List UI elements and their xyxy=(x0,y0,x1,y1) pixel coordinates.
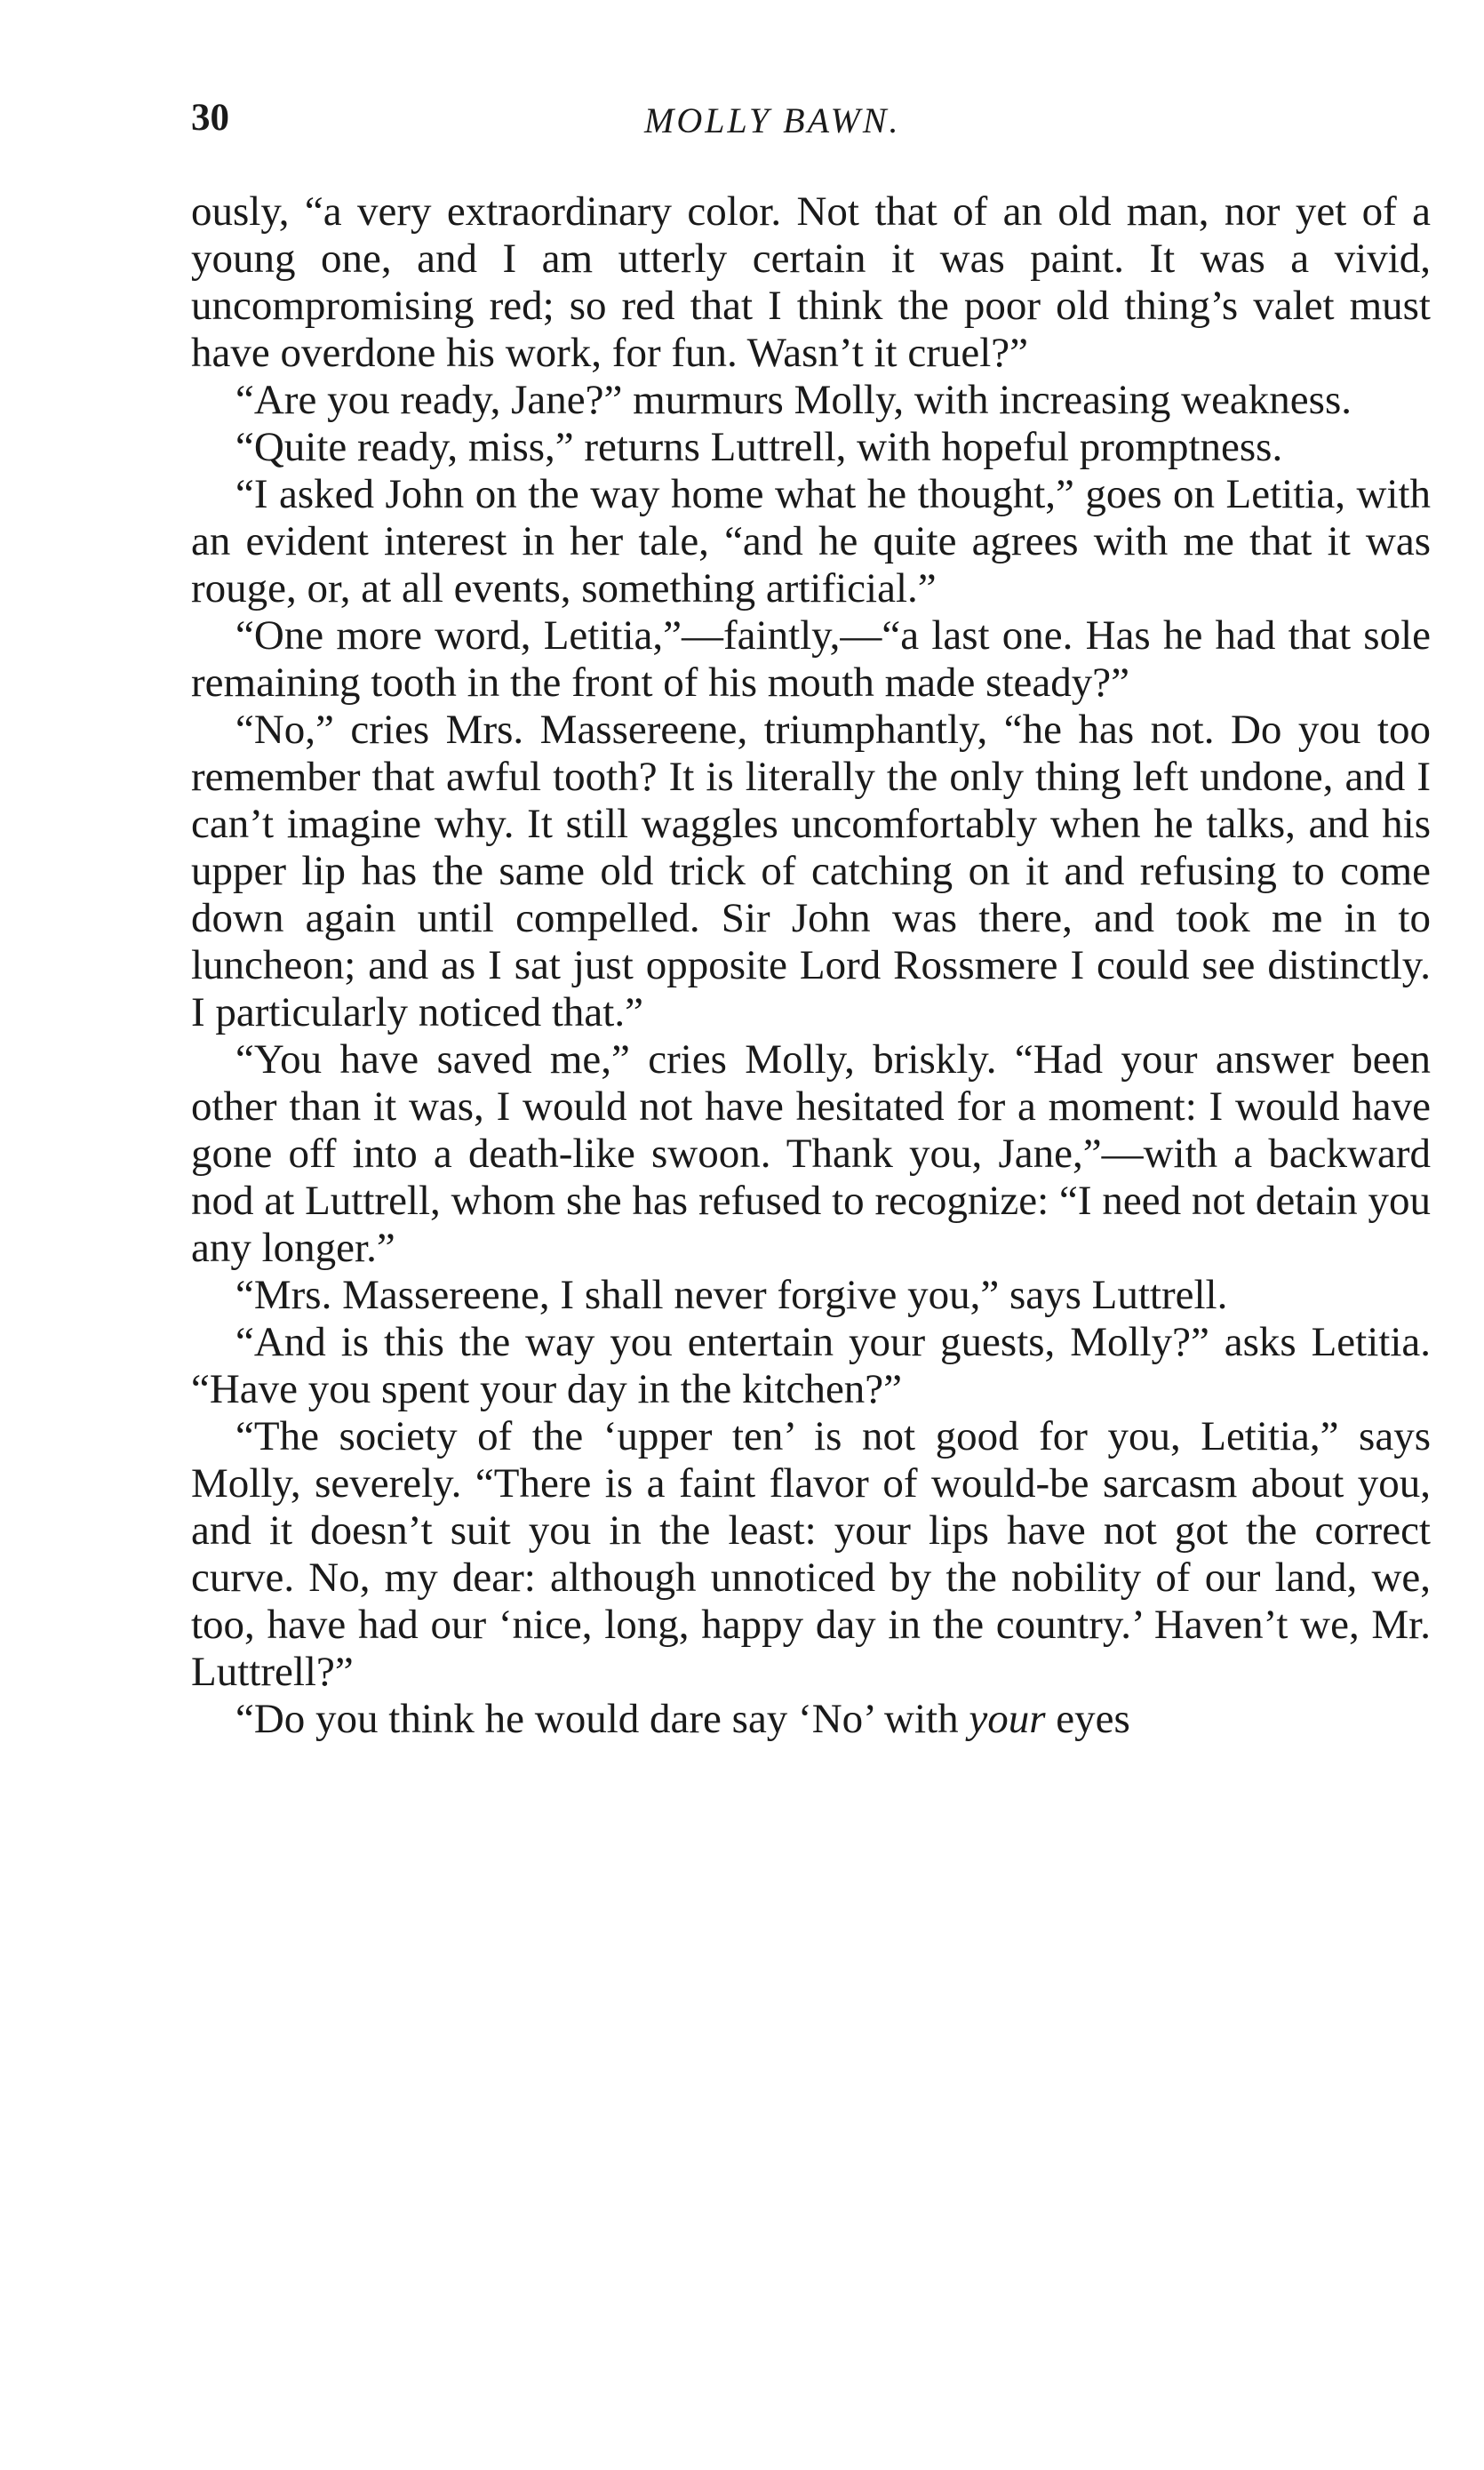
paragraph: “No,” cries Mrs. Massereene, triumphantly, “he has not. Do you too remember that awful tooth? It is literally the only thing left undone, and I can’t imagine why. It still waggles uncomfortably when he talks, and his upper lip has the same old trick of catching on it and refusing to come down again until compelled. Sir John was there, and took me in to luncheon; and as I sat just opposite Lord Rossmere I could see distinctly. I particularly noticed that.” xyxy=(191,707,1431,1035)
final-line-end: eyes xyxy=(1045,1696,1130,1742)
running-head xyxy=(191,96,1431,149)
paragraph: “I asked John on the way home what he thought,” goes on Letitia, with an evident interest in her tale, “and he quite agrees with me that it was rouge, or, at all events, something artificial.” xyxy=(191,471,1431,612)
paragraph: ously, “a very extraordinary color. Not that of an old man, nor yet of a young one, and I am utterly certain it was paint. It was a vivid, uncompromising red; so red that I think the poor old thing’s valet must have overdone his work, for fun. Wasn’t it cruel?” xyxy=(191,188,1431,376)
paragraph-final xyxy=(191,1696,1431,1743)
body-text xyxy=(191,188,1431,1743)
paragraph: “You have saved me,” cries Molly, briskly. “Had your answer been other than it was, I would not have hesitated for a moment: I would have gone off into a death-like swoon. Thank you, Jane,”—with a backward nod at Luttrell, whom she has refused to recognize: “I need not detain you any longer.” xyxy=(191,1036,1431,1271)
paragraph: “Are you ready, Jane?” murmurs Molly, with increasing weakness. xyxy=(235,377,1352,423)
paragraph: “And is this the way you entertain your guests, Molly?” asks Letitia. “Have you spent your day in the kitchen?” xyxy=(191,1319,1431,1412)
page-number: 30 xyxy=(191,97,229,139)
emphasized-word: your xyxy=(969,1696,1046,1742)
final-line-text: “Do you think he would dare say ‘No’ with xyxy=(235,1696,969,1742)
paragraph: “Mrs. Massereene, I shall never forgive you,” says Luttrell. xyxy=(235,1272,1228,1318)
paragraph: “The society of the ‘upper ten’ is not good for you, Letitia,” says Molly, severely. “There is a faint flavor of would-be sarcasm about you, and it doesn’t suit you in the least: your lips have not got the correct curve. No, my dear: although unnoticed by the nobility of our land, we, too, have had our ‘nice, long, happy day in the country.’ Haven’t we, Mr. Luttrell?” xyxy=(191,1413,1431,1695)
paragraph: “One more word, Letitia,”—faintly,—“a last one. Has he had that sole remaining tooth in the front of his mouth made steady?” xyxy=(191,612,1431,706)
paragraph: “Quite ready, miss,” returns Luttrell, with hopeful promptness. xyxy=(235,424,1283,470)
running-title: MOLLY BAWN. xyxy=(644,100,901,140)
